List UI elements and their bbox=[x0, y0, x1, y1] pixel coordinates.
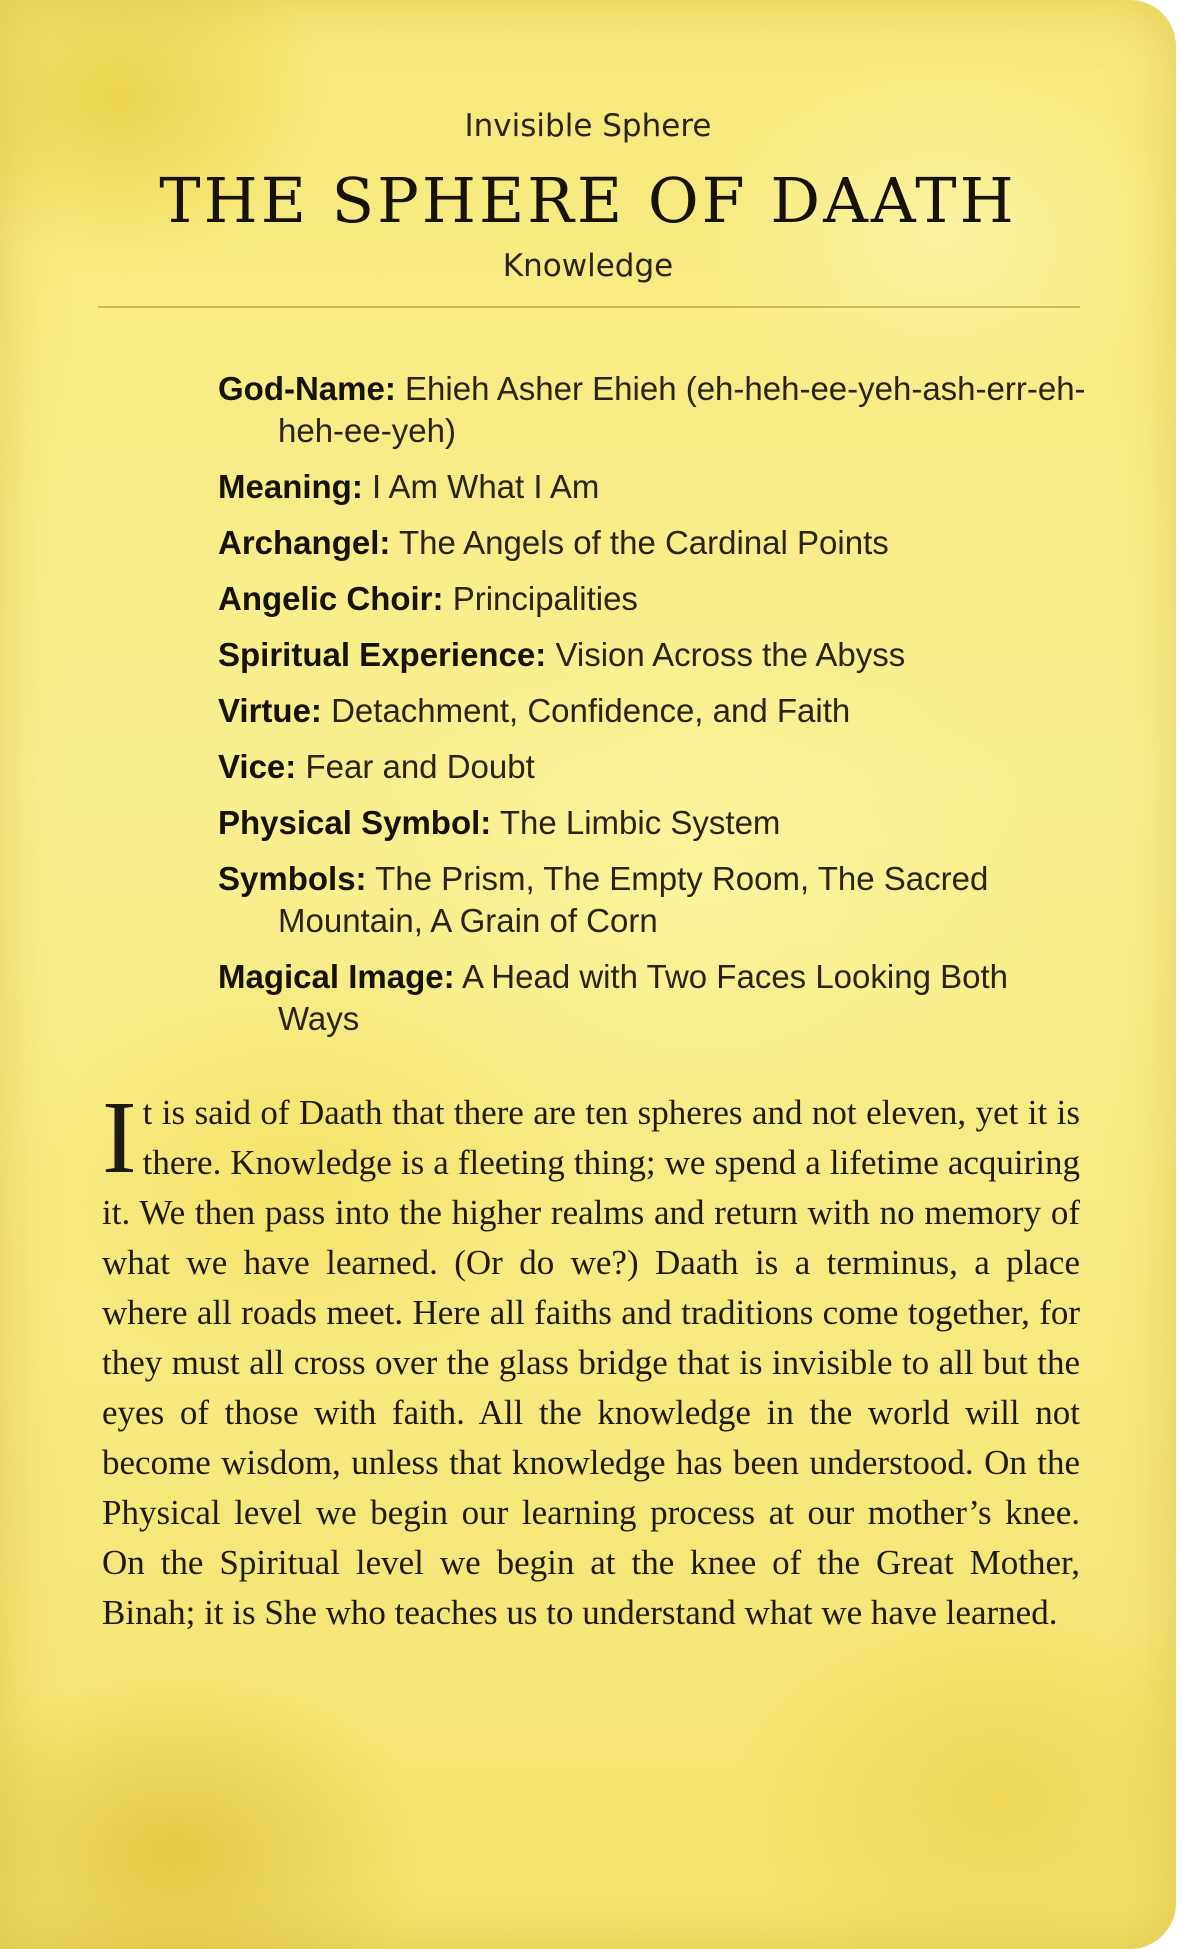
attribute-value: I Am What I Am bbox=[372, 468, 600, 505]
card-subtitle-top: Invisible Sphere bbox=[464, 108, 712, 144]
attribute-value: Ehieh Asher Ehieh (eh-heh-ee-yeh-ash-err-eh-heh-ee-yeh) bbox=[278, 370, 1086, 449]
attribute-value: Detachment, Confidence, and Faith bbox=[331, 692, 851, 729]
attribute-value: Vision Across the Abyss bbox=[555, 636, 906, 673]
attribute-value: The Limbic System bbox=[499, 804, 781, 841]
attribute-physical-symbol bbox=[218, 802, 1098, 844]
drop-cap: I bbox=[102, 1080, 137, 1195]
attribute-label: Physical Symbol: bbox=[218, 804, 492, 841]
attribute-label: God-Name: bbox=[218, 370, 396, 407]
attribute-value: The Angels of the Cardinal Points bbox=[398, 524, 889, 561]
attribute-list bbox=[218, 368, 1098, 1054]
attribute-label: Meaning: bbox=[218, 468, 363, 505]
description-text: t is said of Daath that there are ten spheres and not eleven, yet it is there. Knowledge is a fleeting thing; we spend a lifetime acquiring it. We then pass into the higher realms and return with no memory of what we have learned. (Or do we?) Daath is a terminus, a place where all roads meet. Here all faiths and traditions come together, for they must all cross over the glass bridge that is invisible to all but the eyes of those with faith. All the knowledge in the world will not become wisdom, unless that knowledge has been understood. On the Physical level we begin our learning process at our mother’s knee. On the Spiritual level we begin at the knee of the Great Mother, Binah; it is She who teaches us to understand what we have learned. bbox=[102, 1093, 1080, 1632]
attribute-value: Principalities bbox=[452, 580, 638, 617]
attribute-symbols bbox=[218, 858, 1098, 942]
attribute-label: Angelic Choir: bbox=[218, 580, 444, 617]
attribute-magical-image bbox=[218, 956, 1098, 1040]
attribute-meaning bbox=[218, 466, 1098, 508]
attribute-vice bbox=[218, 746, 1098, 788]
attribute-value: The Prism, The Empty Room, The Sacred Mountain, A Grain of Corn bbox=[278, 860, 989, 939]
attribute-label: Spiritual Experience: bbox=[218, 636, 547, 673]
attribute-value: Fear and Doubt bbox=[305, 748, 535, 785]
attribute-label: Archangel: bbox=[218, 524, 391, 561]
attribute-angelic-choir bbox=[218, 578, 1098, 620]
attribute-label: Magical Image: bbox=[218, 958, 455, 995]
attribute-label: Vice: bbox=[218, 748, 297, 785]
attribute-archangel bbox=[218, 522, 1098, 564]
card-title: THE SPHERE OF DAATH bbox=[159, 164, 1017, 237]
attribute-spiritual-experience bbox=[218, 634, 1098, 676]
attribute-label: Virtue: bbox=[218, 692, 322, 729]
description-paragraph bbox=[102, 1080, 1080, 1638]
header-divider bbox=[98, 306, 1080, 308]
attribute-label: Symbols: bbox=[218, 860, 367, 897]
attribute-god-name bbox=[218, 368, 1098, 452]
attribute-virtue bbox=[218, 690, 1098, 732]
card-subtitle-bottom: Knowledge bbox=[502, 248, 674, 284]
attribute-value: A Head with Two Faces Looking Both Ways bbox=[278, 958, 1008, 1037]
